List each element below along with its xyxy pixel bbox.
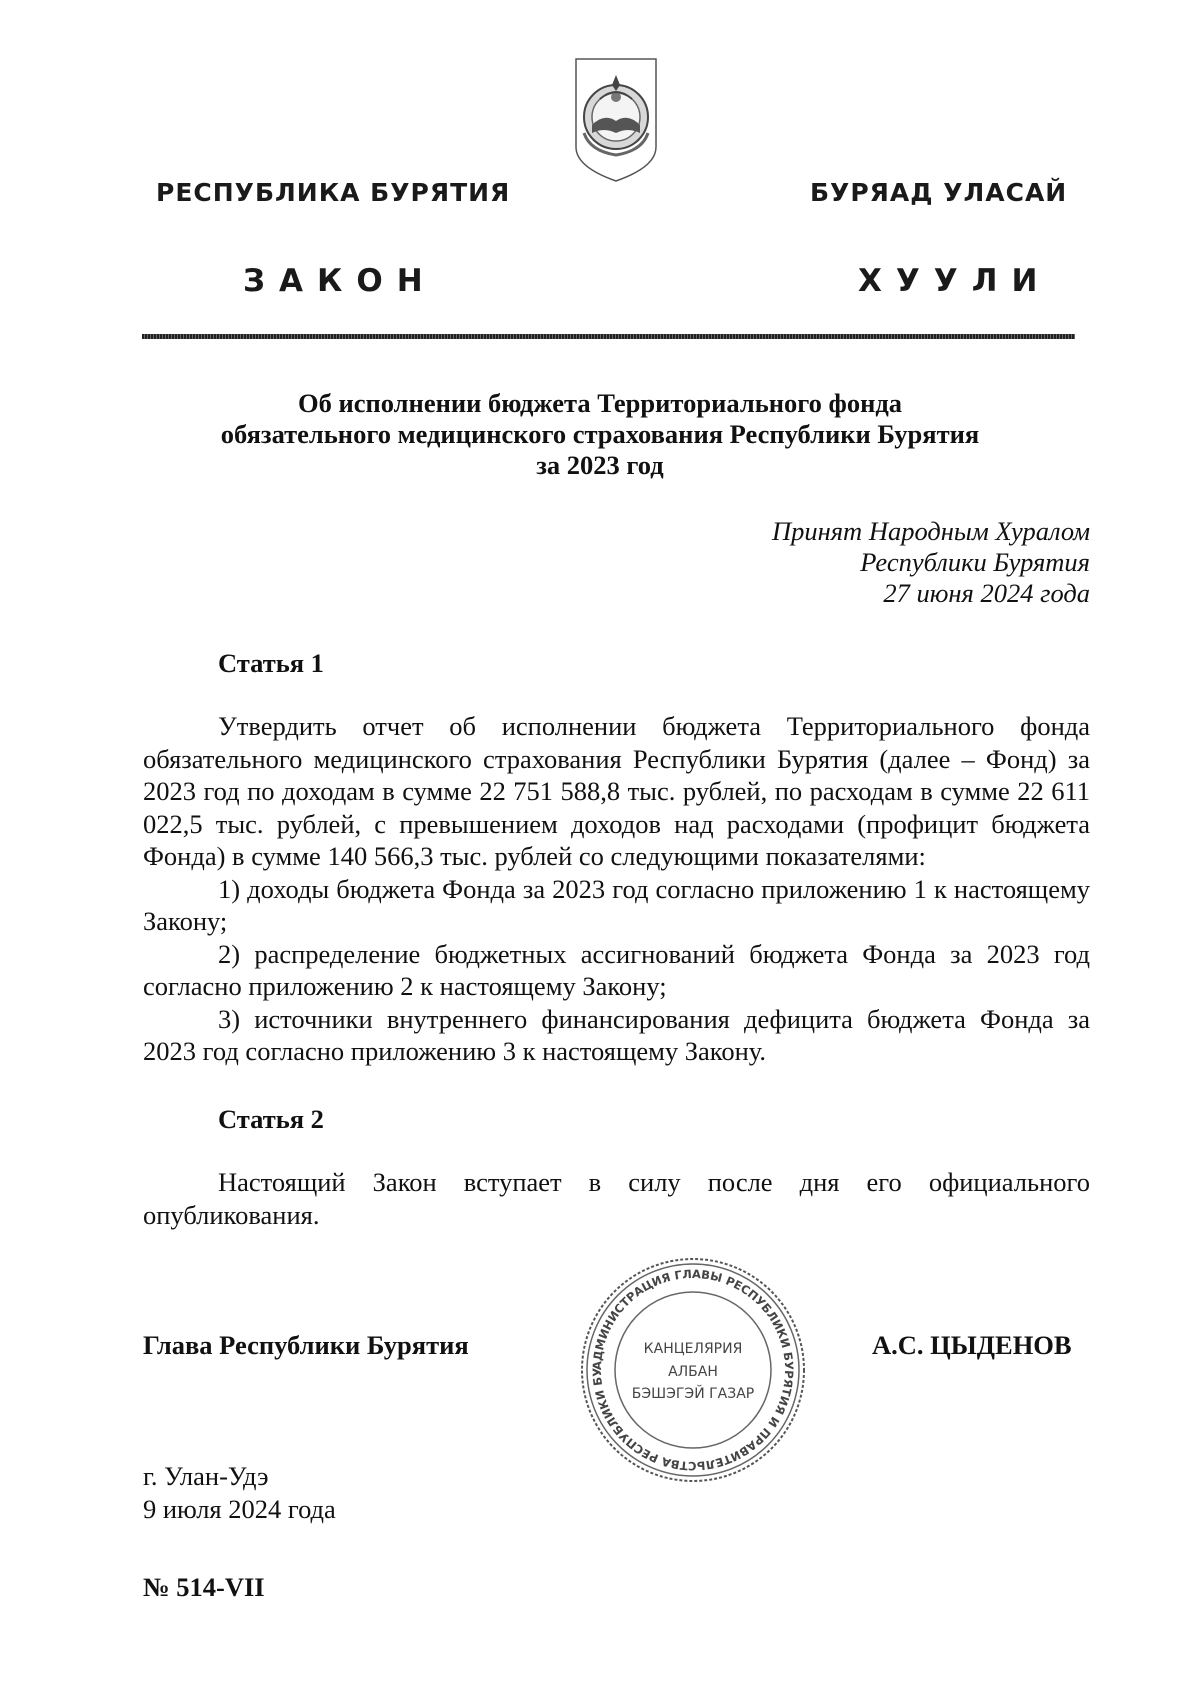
adoption-line-1: Принят Народным Хуралом — [771, 516, 1090, 546]
article-1-item-2: 2) распределение бюджетных ассигнований бюджета Фонда за 2023 год согласно приложению 2 к настоящему Закону; — [143, 938, 1090, 1001]
article-2-heading: Статья 2 — [218, 1104, 324, 1134]
law-title-buryat: ХУУЛИ — [858, 263, 1052, 299]
stamp-ring-text: АДМИНИСТРАЦИЯ ГЛАВЫ РЕСПУБЛИКИ БУРЯТИЯ И ПРАВИТЕЛЬСТВА РЕСПУБЛИКИ БУ — [589, 1266, 797, 1474]
signatory-name: А.С. ЦЫДЕНОВ — [872, 1330, 1072, 1360]
official-stamp — [578, 1255, 808, 1485]
article-1-heading: Статья 1 — [218, 648, 324, 678]
stamp-center-line-1: КАНЦЕЛЯРИЯ — [643, 1341, 743, 1357]
article-2-body — [143, 1166, 1090, 1231]
signing-date: 9 июля 2024 года — [143, 1494, 336, 1524]
document-title — [150, 388, 1050, 481]
signatory-position: Глава Республики Бурятия — [143, 1330, 469, 1360]
adoption-line-3: 27 июня 2024 года — [883, 578, 1090, 608]
stamp-center-line-2: АЛБАН — [668, 1364, 718, 1380]
title-line-2: обязательного медицинского страхования Республики Бурятия — [220, 419, 980, 449]
place-of-signing: г. Улан-Удэ — [143, 1461, 269, 1491]
article-1-item-3: 3) источники внутреннего финансирования дефицита бюджета Фонда за 2023 год согласно приложению 3 к настоящему Закону. — [143, 1003, 1090, 1066]
title-line-3: за 2023 год — [536, 450, 664, 480]
header-divider — [142, 334, 1075, 339]
law-title-russian: ЗАКОН — [243, 263, 437, 299]
adoption-line-2: Республики Бурятия — [860, 547, 1090, 577]
article-2-paragraph: Настоящий Закон вступает в силу после дня его официального опубликования. — [143, 1167, 1090, 1230]
article-1-paragraph: Утвердить отчет об исполнении бюджета Территориального фонда обязательного медицинского страхования Республики Бурятия (далее – Фонд) за 2023 год по доходам в сумме 22 751 588,8 тыс. рублей, по расходам в сумме 22 611 022,5 тыс. рублей, с превышением доходов над расходами (профицит бюджета Фонда) в сумме 140 566,3 тыс. рублей со следующими показателями: — [143, 711, 1090, 871]
law-number: № 514-VII — [143, 1572, 265, 1602]
article-1-body — [143, 710, 1090, 1068]
header-right-title: БУРЯАД УЛАСАЙ — [810, 178, 1068, 207]
adoption-note — [590, 516, 1090, 609]
header-left-title: РЕСПУБЛИКА БУРЯТИЯ — [156, 178, 511, 207]
article-1-item-1: 1) доходы бюджета Фонда за 2023 год согласно приложению 1 к настоящему Закону; — [143, 873, 1090, 936]
coat-of-arms-icon — [570, 55, 662, 185]
stamp-center-line-3: БЭШЭГЭЙ ГАЗАР — [631, 1386, 755, 1402]
title-line-1: Об исполнении бюджета Территориального фонда — [298, 388, 902, 418]
